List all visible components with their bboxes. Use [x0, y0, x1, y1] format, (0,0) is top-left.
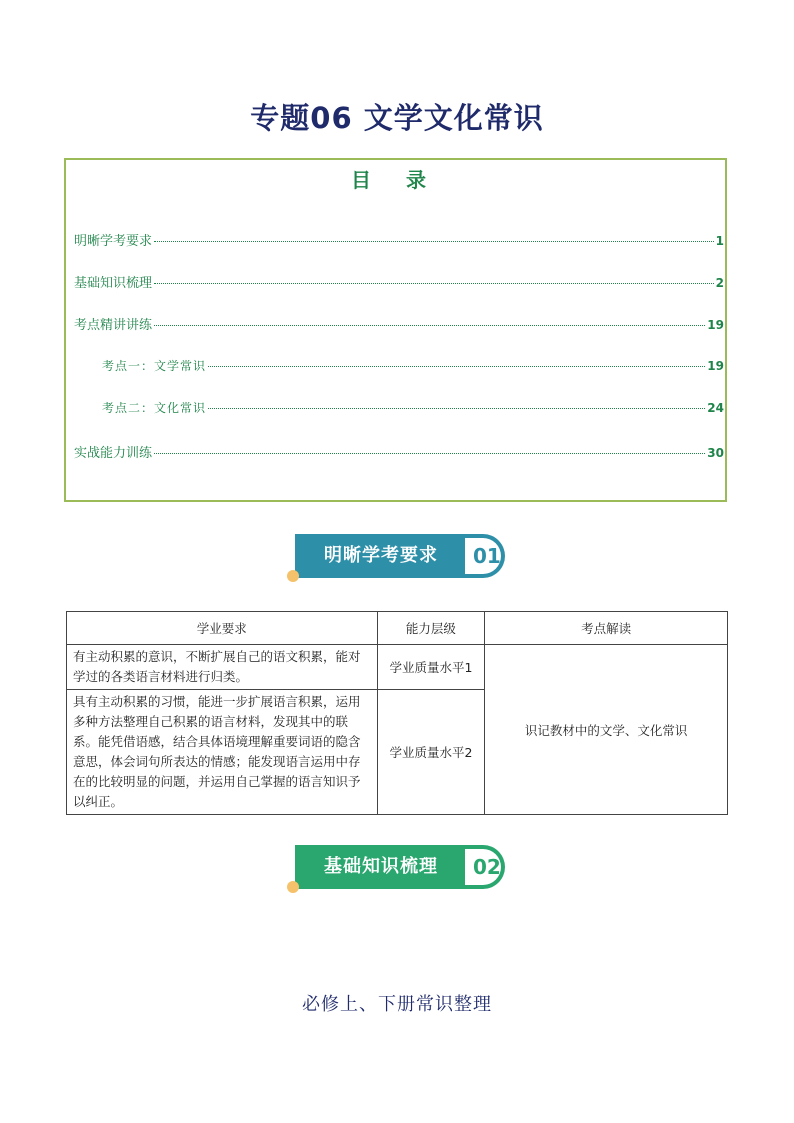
banner-dot-decoration: [287, 881, 299, 893]
toc-item[interactable]: [74, 272, 724, 291]
banner-number: 01: [473, 544, 501, 568]
toc-leader-dots: [154, 452, 705, 454]
table-cell-level: 学业质量水平1: [377, 645, 485, 690]
table-header: 考点解读: [485, 612, 728, 645]
toc-item[interactable]: [74, 442, 724, 461]
table-header-row: [67, 612, 728, 645]
toc-item-label: 基础知识梳理: [74, 276, 153, 291]
table-cell-interpretation: 识记教材中的文学、文化常识: [485, 645, 728, 815]
toc-item-page: 1: [715, 234, 724, 248]
toc-leader-dots: [154, 324, 705, 326]
section-banner-requirements: [287, 534, 519, 580]
toc-item[interactable]: [74, 314, 724, 333]
table-cell-requirement: 有主动积累的意识，不断扩展自己的语文积累，能对学过的各类语言材料进行归类。: [67, 645, 378, 690]
banner-number: 02: [473, 855, 501, 879]
table-cell-level: 学业质量水平2: [377, 690, 485, 815]
toc-item-label: 考点精讲讲练: [74, 318, 153, 333]
banner-label: 明晰学考要求: [295, 534, 467, 578]
toc-item-label: 考点一：文学常识: [102, 359, 207, 373]
toc-subitem[interactable]: [102, 399, 724, 416]
section-subtitle: 必修上、下册常识整理: [302, 994, 492, 1015]
toc-leader-dots: [154, 240, 714, 242]
toc-subitem[interactable]: [102, 357, 724, 374]
table-header: 能力层级: [377, 612, 485, 645]
toc-leader-dots: [154, 282, 714, 284]
document-title: 专题06 文学文化常识: [250, 101, 544, 135]
section-banner-knowledge: [287, 845, 519, 891]
toc-item-page: 24: [707, 401, 724, 415]
banner-label: 基础知识梳理: [295, 845, 467, 889]
banner-dot-decoration: [287, 570, 299, 582]
toc-leader-dots: [208, 407, 705, 409]
table-of-contents: [64, 158, 727, 502]
toc-item-page: 19: [707, 359, 724, 373]
toc-item-label: 明晰学考要求: [74, 234, 153, 249]
toc-item-label: 实战能力训练: [74, 446, 153, 461]
toc-item-page: 2: [715, 276, 724, 290]
table-cell-requirement: 具有主动积累的习惯，能进一步扩展语言积累，运用多种方法整理自己积累的语言材料，发现其中的联系。能凭借语感，结合具体语境理解重要词语的隐含意思，体会词句所表达的情感；能发现语言运用中存在的比较明显的问题，并运用自己掌握的语言知识予以纠正。: [67, 690, 378, 815]
toc-item-page: 30: [707, 446, 724, 460]
table-header: 学业要求: [67, 612, 378, 645]
table-row: [67, 645, 728, 690]
toc-leader-dots: [208, 365, 705, 367]
toc-item[interactable]: [74, 230, 724, 249]
requirements-table: [66, 611, 728, 815]
toc-item-label: 考点二：文化常识: [102, 401, 207, 415]
toc-item-page: 19: [707, 318, 724, 332]
toc-heading: 目 录: [351, 168, 440, 192]
